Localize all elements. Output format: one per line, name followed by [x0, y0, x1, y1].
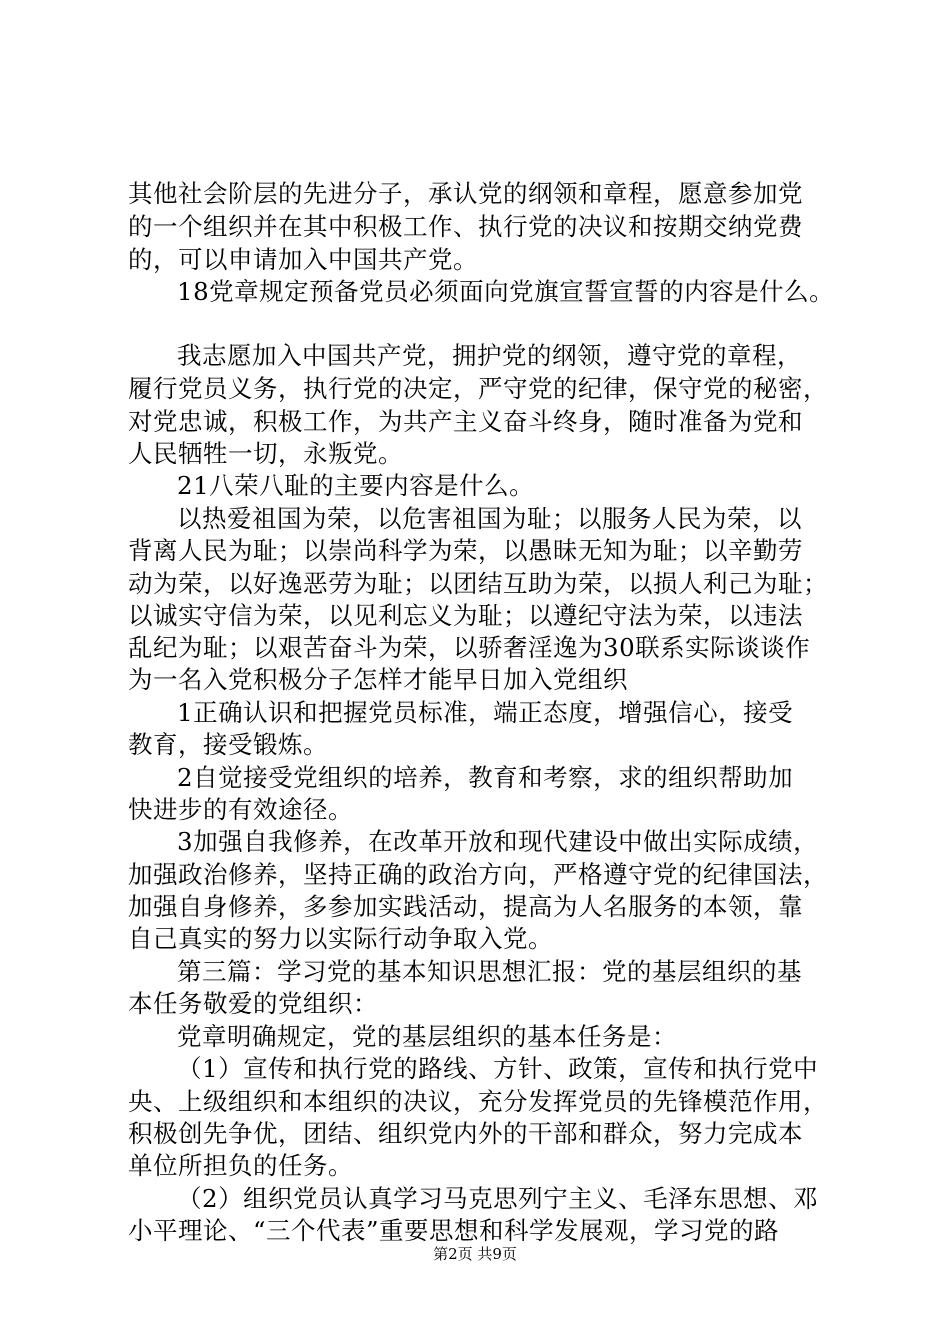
text-line: 小平理论、“三个代表”重要思想和科学发展观，学习党的路: [128, 1216, 780, 1245]
text-line: 以诚实守信为荣，以见利忘义为耻；以遵纪守法为荣，以违法: [128, 601, 803, 630]
text-line: 单位所担负的任务。: [128, 1151, 353, 1180]
text-line: 积极创先争优，团结、组织党内外的干部和群众，努力完成本: [128, 1119, 803, 1148]
text-line: 其他社会阶层的先进分子，承认党的纲领和章程，愿意参加党: [128, 179, 803, 208]
text-line: 加强政治修养，坚持正确的政治方向，严格遵守党的纪律国法，: [128, 860, 828, 889]
text-line: 加强自身修养，多参加实践活动，提高为人名服务的本领，靠: [128, 892, 803, 921]
list-item: （1）宣传和执行党的路线、方针、政策，宣传和执行党中: [177, 1054, 819, 1083]
text-line: 人民牺牲一切，永叛党。: [128, 439, 403, 468]
list-item: 3加强自我修养，在改革开放和现代建设中做出实际成绩，: [177, 827, 819, 856]
text-line: 以热爱祖国为荣，以危害祖国为耻；以服务人民为荣，以: [177, 504, 802, 533]
text-line: 动为荣，以好逸恶劳为耻；以团结互助为荣，以损人利己为耻；: [128, 569, 828, 598]
text-line: 快进步的有效途径。: [128, 795, 353, 824]
text-line: 自己真实的努力以实际行动争取入党。: [128, 924, 553, 953]
text-line: 对党忠诚，积极工作，为共产主义奋斗终身，随时准备为党和: [128, 407, 803, 436]
text-line: 为一名入党积极分子怎样才能早日加入党组织: [128, 665, 628, 694]
section-heading: 第三篇：学习党的基本知识思想汇报：党的基层组织的基: [177, 957, 802, 986]
list-item: （2）组织党员认真学习马克思列宁主义、毛泽东思想、邓: [177, 1184, 819, 1213]
text-line: 教育，接受锻炼。: [128, 730, 328, 759]
page-number-footer: 第2页 共9页: [433, 1245, 517, 1263]
list-item: 2自觉接受党组织的培养，教育和考察，求的组织帮助加: [177, 763, 794, 792]
text-line: 履行党员义务，执行党的决定，严守党的纪律，保守党的秘密，: [128, 374, 828, 403]
list-item: 1正确认识和把握党员标准，端正态度，增强信心，接受: [177, 698, 794, 727]
text-line: 我志愿加入中国共产党，拥护党的纲领，遵守党的章程，: [177, 341, 802, 370]
text-line: 本任务敬爱的党组织：: [128, 989, 378, 1018]
text-line: 乱纪为耻；以艰苦奋斗为荣，以骄奢淫逸为30联系实际谈谈作: [128, 633, 811, 662]
question-heading: 18党章规定预备党员必须面向党旗宣誓宣誓的内容是什么。: [177, 277, 835, 306]
text-line: 党章明确规定，党的基层组织的基本任务是：: [177, 1022, 677, 1051]
text-line: 背离人民为耻；以崇尚科学为荣，以愚昧无知为耻；以辛勤劳: [128, 536, 803, 565]
text-line: 的，可以申请加入中国共产党。: [128, 245, 478, 274]
text-line: 的一个组织并在其中积极工作、执行党的决议和按期交纳党费: [128, 212, 803, 241]
question-heading: 21八荣八耻的主要内容是什么。: [177, 471, 535, 500]
text-line: 央、上级组织和本组织的决议，充分发挥党员的先锋模范作用，: [128, 1087, 828, 1116]
